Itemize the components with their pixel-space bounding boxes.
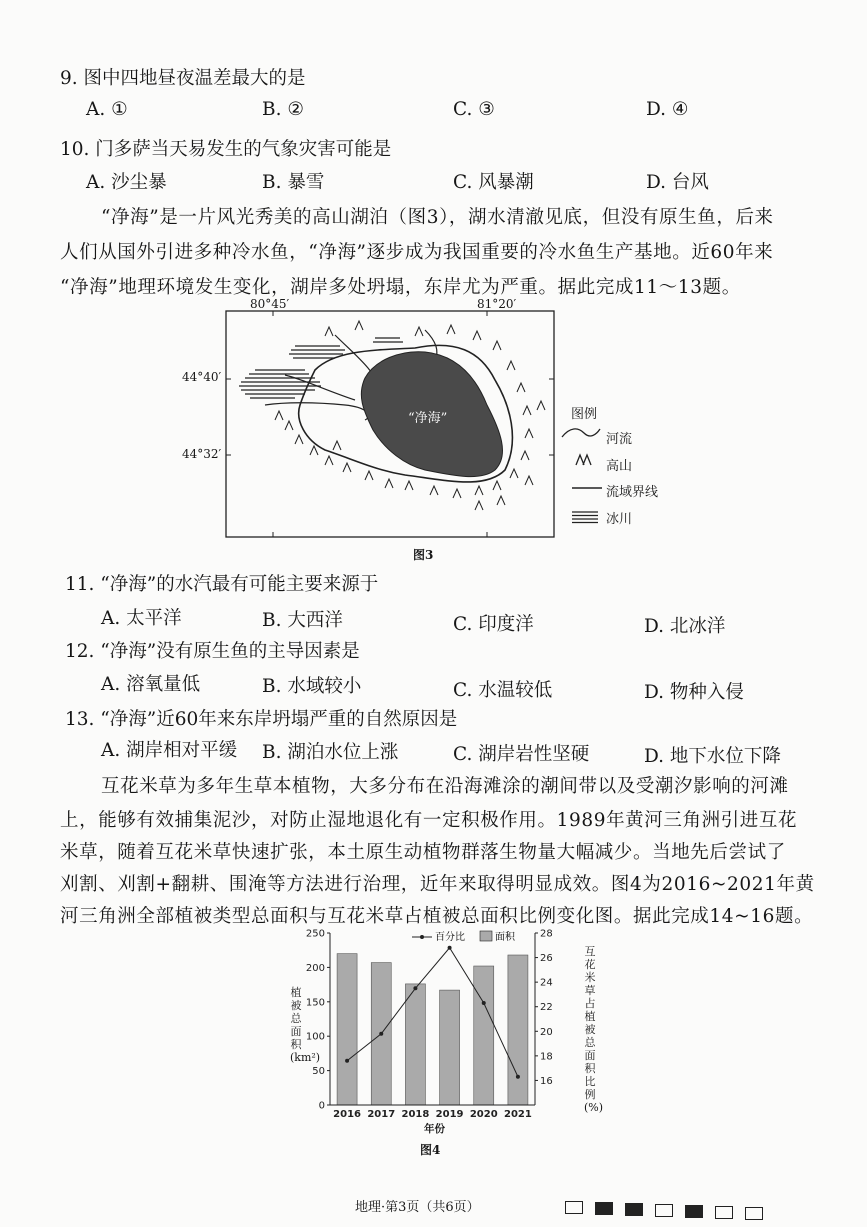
footer-marker-box xyxy=(595,1202,613,1215)
legend-line-marker xyxy=(420,935,424,939)
question-13-option-c[interactable]: C. 湖岸岩性坚硬 xyxy=(453,744,590,765)
question-12-option-c[interactable]: C. 水温较低 xyxy=(453,680,553,701)
river-icon xyxy=(560,425,602,441)
question-12-option-d[interactable]: D. 物种入侵 xyxy=(644,682,744,703)
glacier-icon xyxy=(572,510,598,524)
xtick-label: 2016 xyxy=(333,1109,362,1120)
percent-point-2016 xyxy=(345,1059,349,1063)
passage2-line-1: 互花米草为多年生草本植物，大多分布在沿海滩涂的潮间带以及受潮汐影响的河滩 xyxy=(101,776,789,797)
chart-xlabel: 年份 xyxy=(424,1123,445,1135)
figure-4-caption: 图4 xyxy=(420,1143,441,1157)
ytick-right-label: 24 xyxy=(540,977,553,989)
figure-3-caption: 图3 xyxy=(413,548,434,562)
legend-bar-swatch xyxy=(480,931,492,941)
question-11-option-b[interactable]: B. 大西洋 xyxy=(262,610,343,631)
map-lon-label-2: 81°20′ xyxy=(477,297,517,311)
percent-point-2018 xyxy=(413,986,417,990)
question-11-stem: 11. “净海”的水汽最有可能主要来源于 xyxy=(65,574,379,595)
boundary-line-icon xyxy=(572,485,602,491)
lake-label: “净海” xyxy=(408,411,448,426)
map-legend-title: 图例 xyxy=(571,407,598,422)
ytick-left-label: 150 xyxy=(305,997,325,1009)
chart-ylabel-right: 互花米草占植被总面积比例(%) xyxy=(584,945,604,1114)
passage2-line-3: 米草，随着互花米草快速扩张，本土原生动植物群落生物量大幅减少。当地先后尝试了 xyxy=(60,842,786,863)
legend-label-river: 河流 xyxy=(606,432,633,447)
footer-marker-box xyxy=(715,1206,733,1219)
percent-point-2021 xyxy=(516,1075,520,1079)
chart-ylabel-left: 植被总面积(km²) xyxy=(290,986,321,1064)
footer-marker-box xyxy=(655,1204,673,1217)
question-10-stem: 10. 门多萨当天易发生的气象灾害可能是 xyxy=(60,139,392,160)
question-12-option-a[interactable]: A. 溶氧量低 xyxy=(101,674,201,695)
ytick-left-label: 50 xyxy=(312,1066,325,1078)
question-13-option-d[interactable]: D. 地下水位下降 xyxy=(644,746,781,767)
ytick-left-label: 200 xyxy=(305,962,325,974)
xtick-label: 2020 xyxy=(469,1109,498,1120)
question-10-option-a[interactable]: A. 沙尘暴 xyxy=(86,172,167,193)
xtick-label: 2019 xyxy=(435,1109,464,1120)
ytick-left-label: 250 xyxy=(305,928,325,940)
question-11-option-c[interactable]: C. 印度洋 xyxy=(453,614,534,635)
page-footer: 地理·第3页（共6页） xyxy=(355,1200,480,1215)
question-10-option-c[interactable]: C. 风暴潮 xyxy=(453,172,534,193)
question-13-option-b[interactable]: B. 湖泊水位上涨 xyxy=(262,742,399,763)
question-9-option-d[interactable]: D. ④ xyxy=(646,99,689,120)
map-lon-label-1: 80°45′ xyxy=(250,297,290,311)
question-12-stem: 12. “净海”没有原生鱼的主导因素是 xyxy=(65,641,360,662)
question-11-option-a[interactable]: A. 太平洋 xyxy=(101,608,182,629)
question-9-option-b[interactable]: B. ② xyxy=(262,99,304,120)
footer-marker-box xyxy=(565,1201,583,1214)
passage2-line-2: 上，能够有效捕集泥沙，对防止湿地退化有一定积极作用。1989年黄河三角洲引进互花 xyxy=(60,810,798,831)
passage1-line-2: 人们从国外引进多种冷水鱼，“净海”逐步成为我国重要的冷水鱼生产基地。近60年来 xyxy=(60,242,774,263)
bar-2016 xyxy=(337,954,357,1105)
percent-point-2019 xyxy=(448,946,452,950)
ytick-left-label: 0 xyxy=(318,1100,325,1112)
footer-marker-box xyxy=(625,1203,643,1216)
legend-label-boundary: 流域界线 xyxy=(606,485,659,500)
bar-2020 xyxy=(474,966,494,1105)
xtick-label: 2018 xyxy=(401,1109,430,1120)
question-10-option-d[interactable]: D. 台风 xyxy=(646,172,709,193)
passage1-line-1: “净海”是一片风光秀美的高山湖泊（图3），湖水清澈见底，但没有原生鱼，后来 xyxy=(101,207,774,228)
legend-label-percent: 百分比 xyxy=(435,932,465,943)
footer-marker-box xyxy=(685,1205,703,1218)
ytick-left-label: 100 xyxy=(305,1031,325,1043)
ytick-right-label: 18 xyxy=(540,1051,553,1063)
bar-2018 xyxy=(405,984,425,1105)
ytick-right-label: 16 xyxy=(540,1075,553,1087)
mountain-icon xyxy=(574,452,594,466)
passage2-line-4: 刈割、刈割+翻耕、围淹等方法进行治理，近年来取得明显成效。图4为2016~2021年黄 xyxy=(60,874,815,895)
xtick-label: 2021 xyxy=(503,1109,532,1120)
ytick-right-label: 26 xyxy=(540,953,553,965)
lake-map xyxy=(225,310,555,538)
xtick-label: 2017 xyxy=(367,1109,396,1120)
legend-label-glacier: 冰川 xyxy=(606,512,633,527)
ytick-right-label: 22 xyxy=(540,1002,553,1014)
ytick-right-label: 28 xyxy=(540,928,553,940)
bar-2021 xyxy=(508,955,528,1105)
passage1-line-3: “净海”地理环境发生变化，湖岸多处坍塌，东岸尤为严重。据此完成11～13题。 xyxy=(60,277,741,298)
percent-point-2020 xyxy=(482,1001,486,1005)
passage2-line-5: 河三角洲全部植被类型总面积与互花米草占植被总面积比例变化图。据此完成14~16题。 xyxy=(60,906,814,927)
question-9-option-c[interactable]: C. ③ xyxy=(453,99,495,120)
question-10-option-b[interactable]: B. 暴雪 xyxy=(262,172,325,193)
ytick-right-label: 20 xyxy=(540,1026,553,1038)
map-lat-label-1: 44°40′ xyxy=(182,370,222,384)
legend-label-mountain: 高山 xyxy=(606,459,633,474)
map-lat-label-2: 44°32′ xyxy=(182,447,222,461)
question-9-stem: 9. 图中四地昼夜温差最大的是 xyxy=(60,68,306,89)
percent-point-2017 xyxy=(379,1032,383,1036)
question-13-option-a[interactable]: A. 湖岸相对平缓 xyxy=(101,740,238,761)
footer-marker-box xyxy=(745,1207,763,1220)
legend-label-area: 面积 xyxy=(495,932,515,943)
question-9-option-a[interactable]: A. ① xyxy=(86,99,128,120)
question-12-option-b[interactable]: B. 水域较小 xyxy=(262,676,362,697)
bar-2019 xyxy=(440,990,460,1105)
question-13-stem: 13. “净海”近60年来东岸坍塌严重的自然原因是 xyxy=(65,709,458,730)
question-11-option-d[interactable]: D. 北冰洋 xyxy=(644,616,726,637)
vegetation-chart xyxy=(280,925,580,1140)
